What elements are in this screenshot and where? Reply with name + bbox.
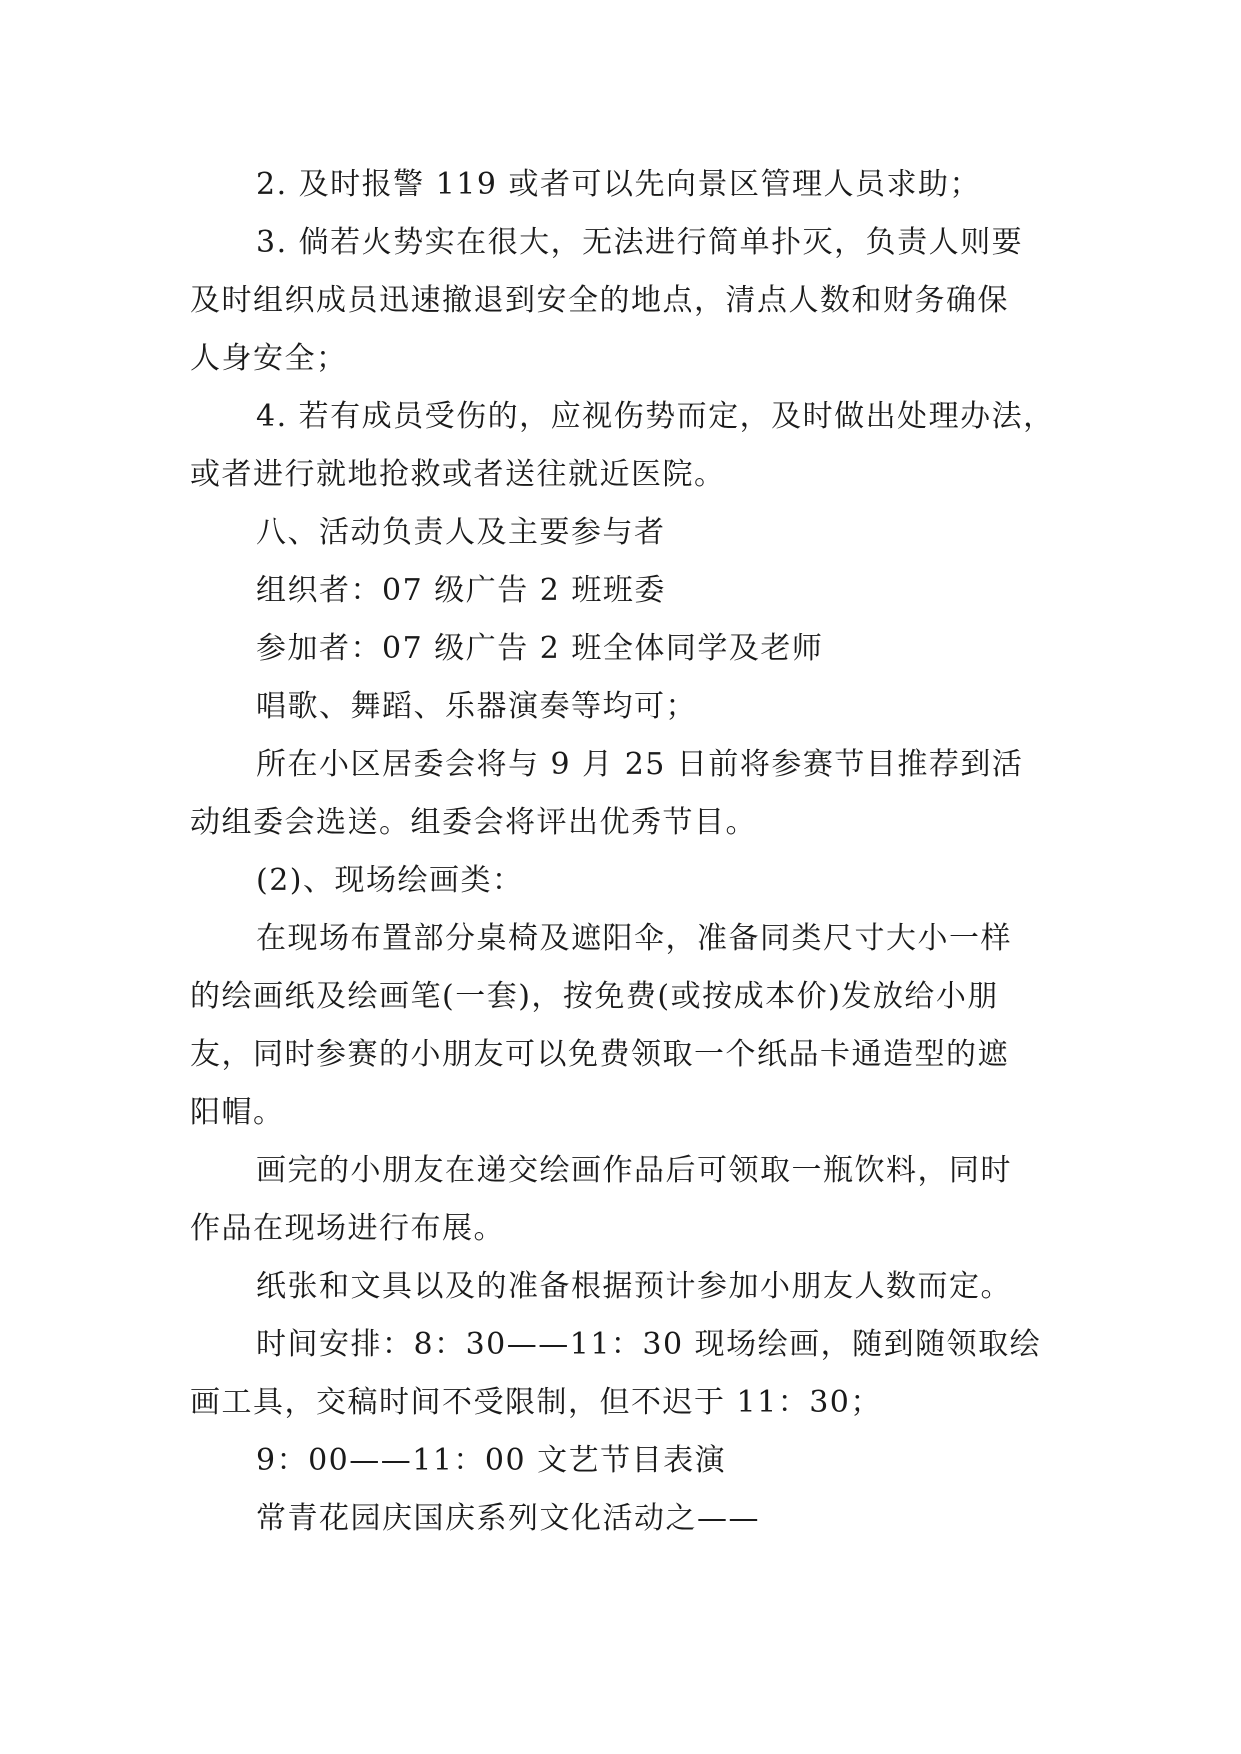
text-line: 及时组织成员迅速撤退到安全的地点，清点人数和财务确保 bbox=[190, 283, 1009, 318]
text-line: 唱歌、舞蹈、乐器演奏等均可； bbox=[256, 689, 697, 724]
text-line: 的绘画纸及绘画笔(一套)，按免费(或按成本价)发放给小朋 bbox=[190, 979, 999, 1014]
text-line: 9：00——11：00 文艺节目表演 bbox=[256, 1443, 727, 1478]
section-heading: 八、活动负责人及主要参与者 bbox=[256, 515, 666, 550]
document-body bbox=[190, 156, 1055, 1548]
text-line: 画完的小朋友在递交绘画作品后可领取一瓶饮料，同时 bbox=[256, 1153, 1012, 1188]
text-line: 友，同时参赛的小朋友可以免费领取一个纸品卡通造型的遮 bbox=[190, 1037, 1009, 1072]
text-line: 2. 及时报警 119 或者可以先向景区管理人员求助； bbox=[256, 167, 981, 202]
text-line: 在现场布置部分桌椅及遮阳伞，准备同类尺寸大小一样 bbox=[256, 921, 1012, 956]
text-line: 或者进行就地抢救或者送往就近医院。 bbox=[190, 457, 726, 492]
text-line: 阳帽。 bbox=[190, 1095, 285, 1130]
subsection-heading: (2)、现场绘画类： bbox=[256, 863, 524, 898]
text-line: 人身安全； bbox=[190, 341, 348, 376]
text-line: 纸张和文具以及的准备根据预计参加小朋友人数而定。 bbox=[256, 1269, 1012, 1304]
text-line: 所在小区居委会将与 9 月 25 日前将参赛节目推荐到活 bbox=[256, 747, 1024, 782]
text-line: 常青花园庆国庆系列文化活动之—— bbox=[256, 1501, 760, 1536]
text-line: 画工具，交稿时间不受限制，但不迟于 11：30； bbox=[190, 1385, 882, 1420]
text-line: 动组委会选送。组委会将评出优秀节目。 bbox=[190, 805, 757, 840]
text-line: 3. 倘若火势实在很大，无法进行简单扑灭，负责人则要 bbox=[256, 225, 1024, 260]
text-line: 4. 若有成员受伤的，应视伤势而定，及时做出处理办法， bbox=[256, 399, 1055, 434]
text-line: 时间安排：8：30——11：30 现场绘画，随到随领取绘 bbox=[256, 1327, 1042, 1362]
text-line: 作品在现场进行布展。 bbox=[190, 1211, 505, 1246]
text-line: 参加者：07 级广告 2 班全体同学及老师 bbox=[256, 631, 824, 666]
text-line: 组织者：07 级广告 2 班班委 bbox=[256, 573, 666, 608]
